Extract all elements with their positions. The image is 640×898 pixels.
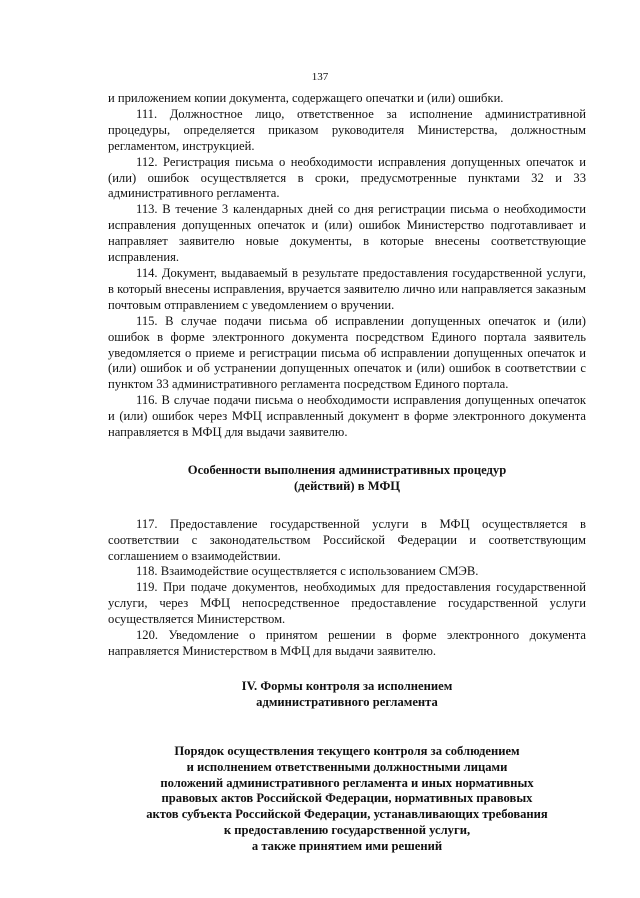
paragraph-116: 116. В случае подачи письма о необходимости исправления допущенных опечаток и (или) ошибок через МФЦ исправленный документ в форме электронного документа направляется в МФЦ для выдачи заявителю. (108, 393, 586, 440)
paragraph-120: 120. Уведомление о принятом решении в форме электронного документа направляется Министерством в МФЦ для выдачи заявителю. (108, 628, 586, 658)
paragraph-115: 115. В случае подачи письма об исправлении допущенных опечаток и (или) ошибок в форме электронного документа посредством Единого портала заявитель уведомляется о приеме и регистрации письма об исправлении допущенных опечаток и (или) ошибок и об устранении допущенных опечаток и (или) ошибок в соответствии с пунктом 33 административного регламента посредством Единого портала. (108, 313, 586, 392)
paragraph-117: 117. Предоставление государственной услуги в МФЦ осуществляется в соответствии с законодательством Российской Федерации и соответствующим соглашением о взаимодействии. (108, 516, 586, 563)
document-body (108, 91, 586, 855)
paragraph-111: 111. Должностное лицо, ответственное за исполнение административной процедуры, определяется приказом руководителя Министерства, должностным регламентом, инструкцией. (108, 106, 586, 153)
heading-current-control (108, 744, 586, 855)
heading-line: Порядок осуществления текущего контроля за соблюдением (174, 743, 520, 758)
heading-line: правовых актов Российской Федерации, нормативных правовых (161, 791, 533, 806)
paragraph-112: 112. Регистрация письма о необходимости исправления допущенных опечаток и (или) ошибок осуществляется в сроки, предусмотренные пунктами 32 и 33 административного регламента. (108, 154, 586, 201)
heading-line: и исполнением ответственными должностными лицами (186, 759, 508, 774)
heading-line: IV. Формы контроля за исполнением (241, 678, 453, 693)
heading-line: Особенности выполнения административных процедур (187, 462, 507, 477)
paragraph-119: 119. При подаче документов, необходимых для предоставления государственной услуги, через МФЦ непосредственное предоставление государственной услуги осуществляется Министерством. (108, 580, 586, 627)
heading-line: положений административного регламента и иных нормативных (160, 775, 534, 790)
paragraph-118: 118. Взаимодействие осуществляется с использованием СМЭВ. (136, 564, 479, 579)
heading-mfc-procedures (108, 463, 586, 495)
heading-line: административного регламента (256, 694, 438, 709)
heading-line: (действий) в МФЦ (293, 478, 401, 493)
heading-section-iv (108, 679, 586, 711)
page-number: 137 (311, 71, 329, 83)
paragraph-113: 113. В течение 3 календарных дней со дня регистрации письма о необходимости исправления допущенных опечаток и (или) ошибок Министерство подготавливает и направляет заявителю новые документы, в которые внесены соответствующие исправления. (108, 202, 586, 265)
paragraph-114: 114. Документ, выдаваемый в результате предоставления государственной услуги, в который внесены исправления, вручается заявителю лично или направляется заказным почтовым отправлением с уведомлением о вручении. (108, 265, 586, 312)
heading-line: актов субъекта Российской Федерации, устанавливающих требования (146, 807, 548, 822)
paragraph-continuation: и приложением копии документа, содержащего опечатки и (или) ошибки. (108, 91, 504, 105)
heading-line: а также принятием ими решений (251, 839, 443, 854)
heading-line: к предоставлению государственной услуги, (223, 823, 471, 838)
